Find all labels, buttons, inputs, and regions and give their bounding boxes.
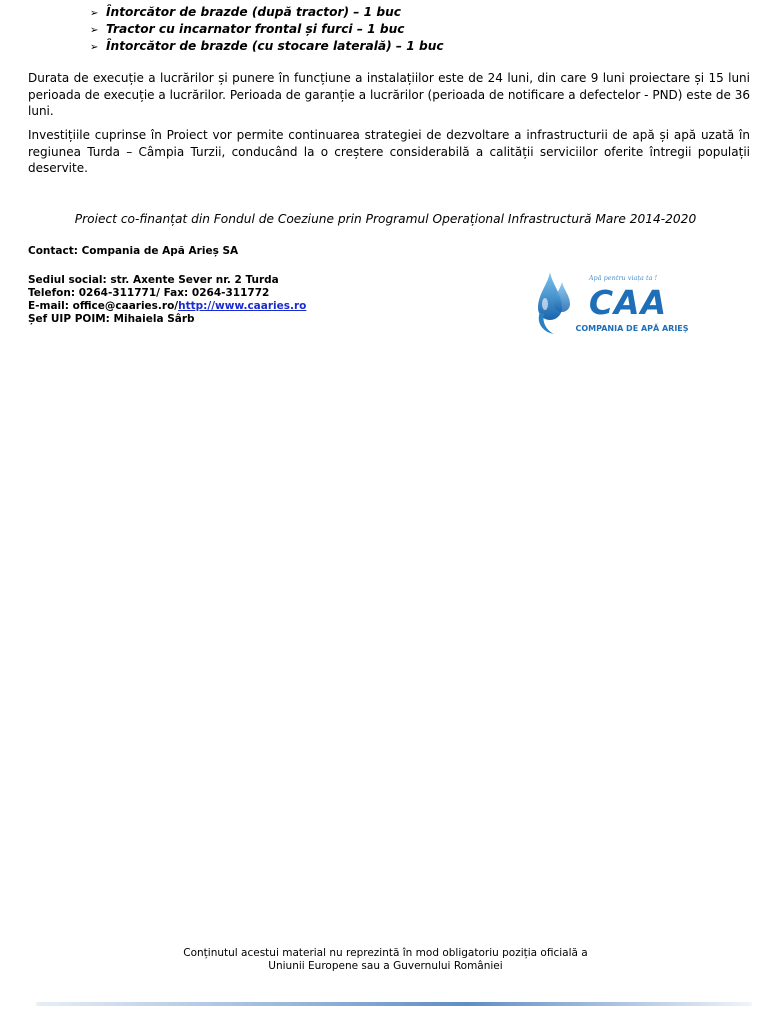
contact-manager: Șef UIP POIM: Mihaiela Sârb [28,313,195,325]
disclaimer-line: Conținutul acestui material nu reprezintă în mod obligatoriu poziția oficială a [183,947,588,959]
contact-address: Sediul social: str. Axente Sever nr. 2 Turda [28,274,279,286]
disclaimer [0,947,771,973]
duration-paragraph: Durata de execuție a lucrărilor și punere în funcțiune a instalațiilor este de 24 luni, din care 9 luni proiectare și 15 luni perioada de execuție a lucrărilor. Perioada de garanție a lucrărilor (perioada de notificare a defectelor - PND) este de 36 luni. [28,71,750,118]
funding-note: Proiect co-finanțat din Fondul de Coeziune prin Programul Operațional Infrastructură Mare 2014-2020 [74,212,697,226]
logo-company-name: COMPANIA DE APĂ ARIEȘ [575,324,689,333]
footer-divider [36,1002,752,1006]
equipment-list [90,4,444,55]
arrow-bullet-icon: ➢ [90,25,99,36]
contact-email [28,300,306,313]
investments-paragraph: Investițiile cuprinse în Proiect vor permite continuarea strategiei de dezvoltare a infrastructurii de apă și apă uzată în regiunea Turda – Câmpia Turzii, conducând la o creștere considerabilă a calității serviciilor oferite întregii populații deservite. [28,128,750,175]
contact-heading: Contact: Compania de Apă Arieș SA [28,245,239,257]
arrow-bullet-icon: ➢ [90,8,99,19]
water-drop-icon [538,272,570,334]
website-link[interactable]: http://www.caaries.ro [178,300,307,312]
company-logo [528,268,693,340]
list-item: ➢ Tractor cu incarnator frontal și furci – 1 buc [90,21,444,38]
email-text: E-mail: office@caaries.ro/ [28,300,179,312]
arrow-bullet-icon: ➢ [90,42,99,53]
list-item: ➢ Întorcător de brazde (cu stocare laterală) – 1 buc [90,38,444,55]
list-item: ➢ Întorcător de brazde (după tractor) – 1 buc [90,4,444,21]
logo-tagline: Apă pentru viața ta ! [588,274,658,282]
contact-phone: Telefon: 0264-311771/ Fax: 0264-311772 [28,287,270,299]
disclaimer-line: Uniunii Europene sau a Guvernului României [268,960,503,972]
logo-acronym: CAA [588,283,668,322]
